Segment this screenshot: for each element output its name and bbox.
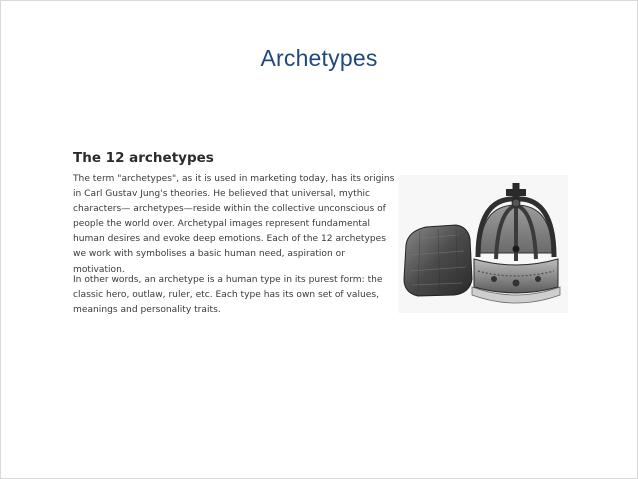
stone-icon [404,225,472,296]
body-paragraph-1: The term "archetypes", as it is used in marketing today, has its origins in Carl Gustav Jung's theories. He believed that universal, mythic characters— archetypes—reside within the collective unconscious of people the world over. Archetypal images represent fundamental human desires and evoke deep emotions. Each of the 12 archetypes we work with symbolises a basic human need, aspiration or motivation. [73,174,395,275]
section-heading: The 12 archetypes [73,150,214,166]
crown-icon [472,183,560,303]
body-paragraph-2: In other words, an archetype is a human type in its purest form: the classic hero, outlaw, ruler, etc. Each type has its own set of values, meanings and personality traits. [73,275,383,316]
crown-and-stone-image [398,175,568,313]
slide-title: Archetypes [260,45,378,71]
